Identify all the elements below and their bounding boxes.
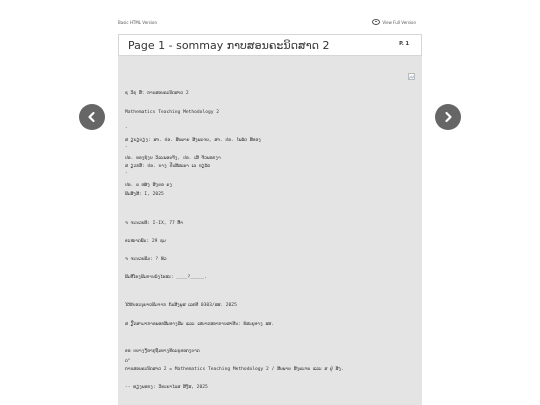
doc-line: - (125, 145, 128, 150)
page-header (118, 34, 422, 56)
doc-line: ພີມທີ່ໂຮງພີມການລົງໄຮສະ: ____?_____. (125, 275, 207, 280)
eye-icon (372, 19, 380, 25)
doc-line: ປອ. ທອງຊົງນ ວິລະພອນຈີງ, ປອ. ເສີ ຈີວພອກງາ (125, 156, 221, 161)
chevron-right-icon (442, 111, 454, 123)
chevron-left-icon (86, 111, 98, 123)
doc-line: - (125, 126, 128, 131)
doc-line: ຂອ ບຍາງງີ່ອາກຸຖືມທາງທີຄະຍຸທອກງບາດ (125, 349, 200, 354)
doc-line: ຈ ຈະນວນພີມ: ? ຫົວ (125, 257, 167, 262)
doc-line: ສ ຽວກສຶ: ປອ. ບາງ ປີນສີສະພາ ເລ ທຽລັດ (125, 164, 211, 169)
top-bar (0, 0, 540, 34)
view-full-version-label: View Full Version (382, 19, 416, 25)
page-title: Page 1 - sommay ກາບສອນຄະນິດສາດ 2 (128, 38, 330, 52)
next-page-button[interactable] (435, 104, 461, 130)
view-full-version-link[interactable] (372, 19, 416, 25)
doc-line: ດ" (125, 359, 131, 364)
doc-line: ການສອນຄະນິດສາດ 2 = Mathematics Teaching Methodology 2 / ສີນພາຍ ສີງພະຈນ ແລະ ສ ຢູ່ ສີງ. (125, 367, 344, 372)
basic-html-label: Basic HTML Version (118, 20, 157, 25)
page-number: P. 1 (399, 41, 409, 47)
previous-page-button[interactable] (79, 104, 105, 130)
doc-line: ຂະໜາດພີມ: 29 ຊມ (125, 239, 166, 244)
doc-line: ຊ ວິຊ ສື: ການສອນຄະນິດສາດ 2 (125, 91, 189, 96)
doc-line: Mathematics Teaching Methodology 2 (125, 110, 220, 115)
doc-line: ຈ ຈະນວນຫິ: I-IX, 77 ຫິ້າ (125, 221, 184, 226)
doc-line: ສ ຽນຽບຽງ: ສຈ. ປອ. ສີນພາຍ ສີງພະຈນ, ສຈ. ປອ. ໄພລັດ ສີທອງ (125, 138, 261, 143)
doc-line: -- ຫຽງພອກງ: ວິທະຍາໄລສ ສີງີສ, 2025 (125, 385, 208, 390)
doc-line: ປອ. ຄ ຫສ໌ງ ສີງຍອ ຄງ (125, 183, 173, 188)
broken-image-icon (408, 73, 415, 80)
doc-line: ໄດ້ຮັບອະນຸຍາດພີມຈາກ ກົມສີງພູສ ເລກທີ 0303/ສສ. 2025 (125, 303, 237, 308)
doc-line: - (125, 171, 128, 176)
doc-line: ສ ຽີດສາມາກາອພອກສີມທາງສິມ ແລະ ເສນາດສອາການສາທີນ: ທົສະຍຸທາງ ສສ. (125, 322, 274, 327)
doc-line: ພີມສີງສີ: I, 2025 (125, 192, 164, 197)
